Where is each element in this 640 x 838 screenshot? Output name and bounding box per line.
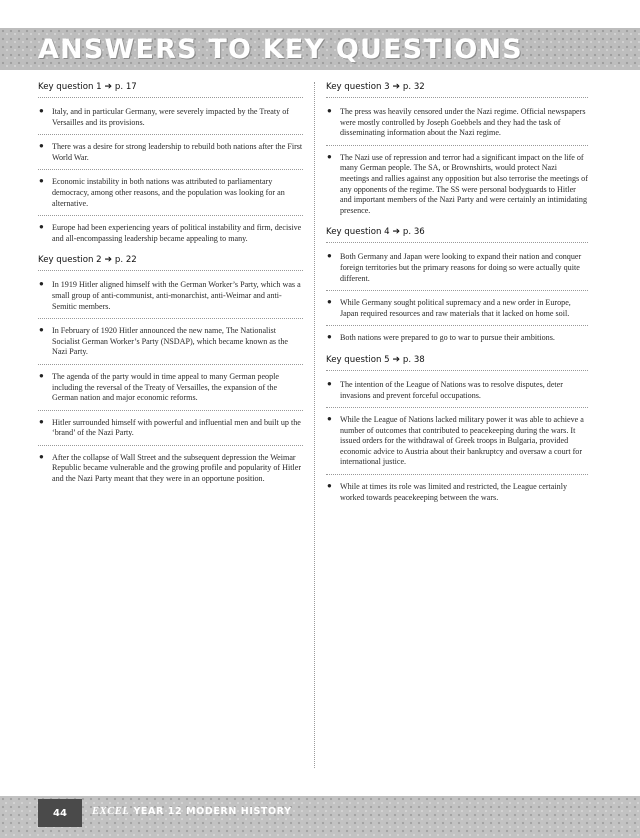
answer-text: In February of 1920 Hitler announced the new name, The Nationalist Socialist German Worker’s Party (NSDAP), which became known as the Nazi Party. (52, 326, 288, 357)
bullet-icon: ● (39, 141, 44, 151)
key-question-section (38, 82, 303, 250)
bullet-icon: ● (39, 325, 44, 335)
key-question-heading (326, 82, 588, 98)
answer-text: Italy, and in particular Germany, were severely impacted by the Treaty of Versailles and its provisions. (52, 107, 289, 127)
key-question-label: Key question 5 (326, 354, 390, 365)
key-question-label: Key question 1 (38, 82, 102, 92)
book-title (92, 806, 292, 817)
top-margin (0, 0, 640, 28)
answer-text: Europe had been experiencing years of political instability and firm, decisive and all-encompassing leadership became appealing to many. (52, 223, 302, 243)
answer-list (326, 105, 588, 222)
answer-item (38, 105, 303, 135)
answer-list (326, 378, 588, 509)
bullet-icon: ● (327, 297, 332, 307)
answer-item (326, 480, 588, 509)
bullet-icon: ● (327, 251, 332, 261)
answer-text: Economic instability in both nations was attributed to parliamentary democracy, among other reasons, and the population was looking for an alternative. (52, 177, 285, 208)
bullet-icon: ● (39, 279, 44, 289)
book-name: YEAR 12 MODERN HISTORY (133, 806, 292, 817)
answer-text: In 1919 Hitler aligned himself with the German Worker’s Party, which was a small group of anti-communist, anti-monarchist, anti-Weimar and anti-Semitic members. (52, 280, 301, 311)
key-question-section (326, 82, 588, 222)
bullet-icon: ● (39, 222, 44, 232)
answer-item (326, 296, 588, 326)
bullet-icon: ● (39, 451, 44, 461)
bullet-icon: ● (327, 332, 332, 342)
bullet-icon: ● (327, 414, 332, 424)
bullet-icon: ● (39, 106, 44, 115)
page-reference: p. 36 (402, 227, 425, 238)
column-divider (314, 82, 315, 768)
page-title: ANSWERS TO KEY QUESTIONS (38, 34, 523, 65)
bullet-icon: ● (39, 370, 44, 380)
answer-list (326, 250, 588, 350)
answer-item (38, 324, 303, 365)
key-question-section (326, 227, 588, 350)
key-question-heading (38, 82, 303, 98)
answer-text: Both nations were prepared to go to war to pursue their ambitions. (340, 333, 555, 343)
footer-bar (0, 796, 640, 838)
answer-text: Both Germany and Japan were looking to expand their nation and conquer foreign territories but the primary reasons for doing so were actually quite different. (340, 252, 582, 283)
key-question-heading (326, 355, 588, 371)
answer-item (326, 250, 588, 291)
page-reference: p. 32 (402, 82, 425, 92)
bullet-icon: ● (327, 481, 332, 491)
book-brand: EXCEL (92, 806, 130, 817)
arrow-right-icon: ➔ (389, 227, 403, 238)
answer-item (326, 378, 588, 408)
answer-text: The Nazi use of repression and terror had a significant impact on the life of many German people. The SA, or Brownshirts, would protect Nazi meetings and rallies against any opposition but also terrorise the meetings of any opponents of the regime. The SS were personal bodyguards to Hitler and important members of the Nazi Party and were certainly an intimidating presence. (340, 152, 588, 215)
answer-text: There was a desire for strong leadership to rebuild both nations after the First World War. (52, 142, 303, 162)
key-question-heading (38, 255, 303, 271)
answer-text: The press was heavily censored under the Nazi regime. Official newspapers were mostly controlled by Joseph Goebbels and they had the task of disseminating information about the Nazi regime. (340, 107, 586, 138)
answer-text: While the League of Nations lacked military power it was able to achieve a number of outcomes that contributed to peacekeeping during the wars. It issued orders for the withdrawal of Greek troops in Bulgaria, provided economic advice to Austria about their bankruptcy and oversaw a court for international justice. (340, 415, 584, 467)
bullet-icon: ● (327, 151, 332, 161)
bullet-icon: ● (39, 416, 44, 426)
answer-text: While at times its role was limited and restricted, the League certainly worked towards peacekeeping between the wars. (340, 482, 567, 502)
answer-item (326, 331, 588, 350)
key-question-label: Key question 3 (326, 82, 390, 92)
answer-text: After the collapse of Wall Street and the subsequent depression the Weimar Republic became vulnerable and the growing profile and popularity of Hitler and the Nazi Party meant that they were in an opportune position. (52, 452, 302, 484)
right-column (326, 82, 588, 514)
arrow-right-icon: ➔ (389, 82, 403, 92)
key-question-label: Key question 2 (38, 255, 102, 266)
key-question-heading (326, 227, 588, 243)
arrow-right-icon: ➔ (389, 354, 403, 365)
answer-item (326, 413, 588, 475)
bullet-icon: ● (327, 378, 332, 388)
answer-list (38, 278, 303, 490)
answer-item (38, 451, 303, 491)
title-banner (0, 28, 640, 70)
answer-text: Hitler surrounded himself with powerful and influential men and built up the ‘brand’ of the Nazi Party. (52, 417, 301, 438)
answer-text: The intention of the League of Nations was to resolve disputes, deter invasions and prevent forceful occupations. (340, 379, 563, 400)
page-reference: p. 22 (114, 255, 137, 266)
arrow-right-icon: ➔ (101, 82, 115, 92)
key-question-section (38, 255, 303, 490)
answer-item (38, 140, 303, 170)
answer-list (38, 105, 303, 250)
answer-item (38, 370, 303, 411)
arrow-right-icon: ➔ (101, 255, 115, 266)
answer-item (38, 278, 303, 319)
answer-item (38, 221, 303, 250)
page-reference: p. 17 (114, 82, 137, 92)
page-number: 44 (38, 799, 82, 827)
page-reference: p. 38 (402, 354, 425, 365)
answer-item (38, 416, 303, 446)
answer-text: While Germany sought political supremacy and a new order in Europe, Japan required resources and raw materials that it lacked on home soil. (340, 298, 571, 318)
answer-text: The agenda of the party would in time appeal to many German people including the reversal of the Treaty of Versailles, the expansion of the German nation and major economic reforms. (52, 371, 279, 403)
key-question-label: Key question 4 (326, 227, 390, 238)
key-question-section (326, 355, 588, 509)
answer-item (326, 151, 588, 223)
bullet-icon: ● (39, 176, 44, 186)
answer-item (38, 175, 303, 216)
left-column (38, 82, 303, 496)
answer-item (326, 105, 588, 146)
bullet-icon: ● (327, 106, 332, 115)
